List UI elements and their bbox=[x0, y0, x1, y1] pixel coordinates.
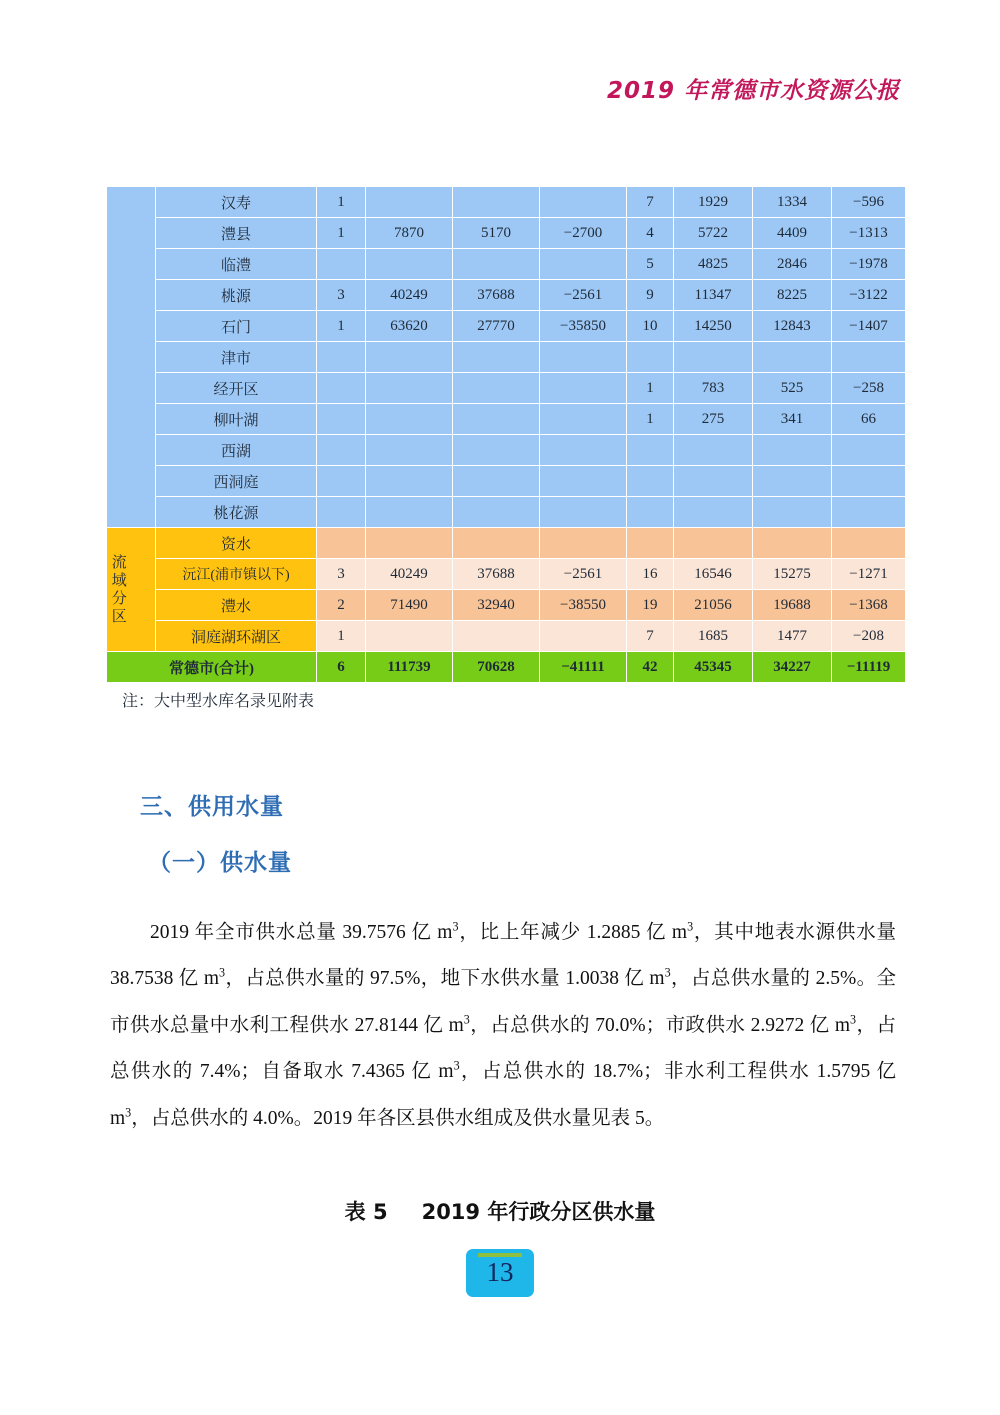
data-cell-c7: 783 bbox=[674, 373, 752, 403]
data-cell-c8: 2846 bbox=[753, 249, 831, 279]
data-cell-c8: 525 bbox=[753, 373, 831, 403]
data-cell-c3 bbox=[366, 249, 452, 279]
data-cell-c2: 1 bbox=[317, 311, 365, 341]
data-cell-c2 bbox=[317, 528, 365, 558]
data-cell-c7: 1929 bbox=[674, 187, 752, 217]
data-cell-c5: −35850 bbox=[540, 311, 626, 341]
data-cell-c2: 2 bbox=[317, 590, 365, 620]
data-cell-c5: −38550 bbox=[540, 590, 626, 620]
data-cell-c4 bbox=[453, 187, 539, 217]
data-cell-c8 bbox=[753, 342, 831, 372]
data-cell-c6 bbox=[627, 497, 673, 527]
data-cell-c4 bbox=[453, 528, 539, 558]
table-total-row bbox=[107, 652, 905, 682]
region-name-cell: 西湖 bbox=[156, 435, 316, 465]
data-cell-c8: 15275 bbox=[753, 559, 831, 589]
reservoir-storage-table bbox=[106, 186, 906, 683]
section-heading-3: 三、供用水量 bbox=[140, 794, 284, 820]
region-name-cell: 石门 bbox=[156, 311, 316, 341]
data-cell-c9: −3122 bbox=[832, 280, 905, 310]
table-row bbox=[107, 466, 905, 496]
total-cell-c7: 45345 bbox=[674, 652, 752, 682]
data-cell-c5 bbox=[540, 621, 626, 651]
table-row bbox=[107, 249, 905, 279]
data-cell-c2 bbox=[317, 404, 365, 434]
data-cell-c8: 19688 bbox=[753, 590, 831, 620]
data-cell-c7: 21056 bbox=[674, 590, 752, 620]
region-name-cell: 洞庭湖环湖区 bbox=[156, 621, 316, 651]
region-name-cell: 津市 bbox=[156, 342, 316, 372]
table-row bbox=[107, 590, 905, 620]
region-name-cell: 临澧 bbox=[156, 249, 316, 279]
data-cell-c2 bbox=[317, 497, 365, 527]
total-cell-c2: 6 bbox=[317, 652, 365, 682]
region-name-cell: 澧县 bbox=[156, 218, 316, 248]
total-cell-c8: 34227 bbox=[753, 652, 831, 682]
data-cell-c4 bbox=[453, 373, 539, 403]
data-cell-c7: 5722 bbox=[674, 218, 752, 248]
data-cell-c8: 1477 bbox=[753, 621, 831, 651]
region-name-cell: 资水 bbox=[156, 528, 316, 558]
data-cell-c3 bbox=[366, 497, 452, 527]
data-cell-c8: 12843 bbox=[753, 311, 831, 341]
data-cell-c9 bbox=[832, 497, 905, 527]
data-cell-c3 bbox=[366, 342, 452, 372]
data-cell-c9: −1313 bbox=[832, 218, 905, 248]
data-cell-c4: 37688 bbox=[453, 559, 539, 589]
data-cell-c5 bbox=[540, 373, 626, 403]
data-cell-c8 bbox=[753, 466, 831, 496]
data-cell-c9: −208 bbox=[832, 621, 905, 651]
data-cell-c6: 1 bbox=[627, 404, 673, 434]
data-cell-c7 bbox=[674, 497, 752, 527]
data-cell-c3 bbox=[366, 404, 452, 434]
data-cell-c3: 71490 bbox=[366, 590, 452, 620]
table-row bbox=[107, 280, 905, 310]
total-cell-c9: −11119 bbox=[832, 652, 905, 682]
data-cell-c2: 3 bbox=[317, 280, 365, 310]
region-name-cell: 澧水 bbox=[156, 590, 316, 620]
data-cell-c9: −258 bbox=[832, 373, 905, 403]
data-cell-c4 bbox=[453, 249, 539, 279]
data-cell-c6: 10 bbox=[627, 311, 673, 341]
data-cell-c7: 275 bbox=[674, 404, 752, 434]
data-cell-c6 bbox=[627, 466, 673, 496]
data-cell-c5: −2561 bbox=[540, 280, 626, 310]
data-cell-c9: −1407 bbox=[832, 311, 905, 341]
data-cell-c2 bbox=[317, 342, 365, 372]
region-name-cell: 柳叶湖 bbox=[156, 404, 316, 434]
data-cell-c7 bbox=[674, 435, 752, 465]
data-cell-c6: 4 bbox=[627, 218, 673, 248]
paragraph-text: 2019 年全市供水总量 39.7576 亿 $m^3$，比上年减少 1.2885 亿 $m^3$，其中地表水源供水量 38.7538 亿 $m^3$，占总供水量的 97.5%，地下水供水量 1.0038 亿 $m^3$，占总供水量的 2.5%。全市供水总量中水利工程供水 27.8144 亿 $m^3$，占总供水的 70.0%；市政供水 2.9272 亿 $m^3$，占总供水的 7.4%；自备取水 7.4365 亿 $m^3$，占总供水的 18.7%；非水利工程供水 1.5795 亿 $m^3$，占总供水的 4.0%。2019 年各区县供水组成及供水量见表 5。 bbox=[110, 919, 896, 1129]
data-cell-c9 bbox=[832, 435, 905, 465]
data-cell-c8: 8225 bbox=[753, 280, 831, 310]
group-cell-basin bbox=[107, 528, 155, 651]
data-cell-c9: −1271 bbox=[832, 559, 905, 589]
total-cell-c3: 111739 bbox=[366, 652, 452, 682]
data-cell-c5: −2561 bbox=[540, 559, 626, 589]
data-cell-c4: 27770 bbox=[453, 311, 539, 341]
table5-caption bbox=[0, 1196, 1000, 1226]
data-cell-c2: 1 bbox=[317, 621, 365, 651]
running-header-title: 2019 年常德市水资源公报 bbox=[606, 78, 900, 104]
subsection-heading-1: （一）供水量 bbox=[148, 850, 292, 876]
data-cell-c7: 1685 bbox=[674, 621, 752, 651]
data-cell-c5 bbox=[540, 528, 626, 558]
data-cell-c8: 1334 bbox=[753, 187, 831, 217]
data-cell-c6: 1 bbox=[627, 373, 673, 403]
data-cell-c8 bbox=[753, 435, 831, 465]
region-name-cell: 经开区 bbox=[156, 373, 316, 403]
data-cell-c6 bbox=[627, 528, 673, 558]
data-cell-c5 bbox=[540, 187, 626, 217]
data-cell-c6 bbox=[627, 342, 673, 372]
table5-title: 2019 年行政分区供水量 bbox=[421, 1200, 656, 1224]
table-row bbox=[107, 342, 905, 372]
data-cell-c5 bbox=[540, 342, 626, 372]
data-cell-c3 bbox=[366, 466, 452, 496]
data-cell-c9: −596 bbox=[832, 187, 905, 217]
data-cell-c4: 5170 bbox=[453, 218, 539, 248]
total-cell-c6: 42 bbox=[627, 652, 673, 682]
data-cell-c7: 16546 bbox=[674, 559, 752, 589]
group-label-basin: 流域分区 bbox=[109, 553, 126, 626]
total-cell-c4: 70628 bbox=[453, 652, 539, 682]
data-cell-c5 bbox=[540, 466, 626, 496]
data-cell-c9 bbox=[832, 528, 905, 558]
data-cell-c7: 4825 bbox=[674, 249, 752, 279]
table-row bbox=[107, 435, 905, 465]
data-cell-c6: 9 bbox=[627, 280, 673, 310]
data-cell-c6 bbox=[627, 435, 673, 465]
table-row bbox=[107, 528, 905, 558]
region-name-cell: 桃花源 bbox=[156, 497, 316, 527]
data-cell-c2: 3 bbox=[317, 559, 365, 589]
data-cell-c2 bbox=[317, 373, 365, 403]
data-cell-c3 bbox=[366, 373, 452, 403]
region-name-cell: 桃源 bbox=[156, 280, 316, 310]
data-cell-c4 bbox=[453, 404, 539, 434]
data-cell-c6: 7 bbox=[627, 621, 673, 651]
data-cell-c8 bbox=[753, 528, 831, 558]
table5-label: 表 5 bbox=[344, 1200, 388, 1224]
data-cell-c3: 40249 bbox=[366, 280, 452, 310]
table-row bbox=[107, 373, 905, 403]
data-cell-c5: −2700 bbox=[540, 218, 626, 248]
data-cell-c6: 5 bbox=[627, 249, 673, 279]
data-cell-c4: 37688 bbox=[453, 280, 539, 310]
data-cell-c4 bbox=[453, 435, 539, 465]
data-cell-c5 bbox=[540, 497, 626, 527]
page-number: 13 bbox=[486, 1257, 514, 1287]
data-cell-c6: 19 bbox=[627, 590, 673, 620]
data-cell-c4: 32940 bbox=[453, 590, 539, 620]
data-cell-c3 bbox=[366, 621, 452, 651]
total-cell-c5: −41111 bbox=[540, 652, 626, 682]
data-cell-c6: 7 bbox=[627, 187, 673, 217]
data-cell-c5 bbox=[540, 404, 626, 434]
region-name-cell: 汉寿 bbox=[156, 187, 316, 217]
data-cell-c7: 11347 bbox=[674, 280, 752, 310]
table-row bbox=[107, 404, 905, 434]
table-row bbox=[107, 559, 905, 589]
data-cell-c2 bbox=[317, 249, 365, 279]
data-cell-c4 bbox=[453, 466, 539, 496]
table-row bbox=[107, 218, 905, 248]
data-cell-c3 bbox=[366, 528, 452, 558]
body-paragraph bbox=[110, 906, 896, 1139]
group-cell-admin bbox=[107, 187, 155, 527]
data-cell-c8: 341 bbox=[753, 404, 831, 434]
data-cell-c2 bbox=[317, 435, 365, 465]
data-cell-c5 bbox=[540, 249, 626, 279]
data-cell-c4 bbox=[453, 497, 539, 527]
data-cell-c4 bbox=[453, 342, 539, 372]
data-cell-c3: 7870 bbox=[366, 218, 452, 248]
data-cell-c3: 63620 bbox=[366, 311, 452, 341]
data-cell-c9: −1368 bbox=[832, 590, 905, 620]
data-cell-c5 bbox=[540, 435, 626, 465]
region-name-cell: 沅江(浦市镇以下) bbox=[156, 559, 316, 589]
data-cell-c7: 14250 bbox=[674, 311, 752, 341]
region-name-cell: 西洞庭 bbox=[156, 466, 316, 496]
data-cell-c4 bbox=[453, 621, 539, 651]
data-cell-c9: 66 bbox=[832, 404, 905, 434]
data-cell-c3: 40249 bbox=[366, 559, 452, 589]
data-cell-c2 bbox=[317, 466, 365, 496]
data-cell-c6: 16 bbox=[627, 559, 673, 589]
data-cell-c9 bbox=[832, 342, 905, 372]
table-note: 注：大中型水库名录见附表 bbox=[122, 693, 315, 710]
data-cell-c7 bbox=[674, 342, 752, 372]
data-cell-c9: −1978 bbox=[832, 249, 905, 279]
table-row bbox=[107, 311, 905, 341]
data-cell-c7 bbox=[674, 466, 752, 496]
data-cell-c8: 4409 bbox=[753, 218, 831, 248]
data-cell-c2: 1 bbox=[317, 218, 365, 248]
table-row bbox=[107, 621, 905, 651]
data-cell-c3 bbox=[366, 187, 452, 217]
table-row bbox=[107, 497, 905, 527]
table-row bbox=[107, 187, 905, 217]
data-cell-c9 bbox=[832, 466, 905, 496]
data-cell-c2: 1 bbox=[317, 187, 365, 217]
data-cell-c7 bbox=[674, 528, 752, 558]
total-label-cell: 常德市(合计) bbox=[107, 652, 316, 682]
data-cell-c3 bbox=[366, 435, 452, 465]
data-cell-c8 bbox=[753, 497, 831, 527]
reservoir-storage-table-wrap bbox=[106, 186, 895, 683]
page-number-badge bbox=[466, 1249, 534, 1297]
